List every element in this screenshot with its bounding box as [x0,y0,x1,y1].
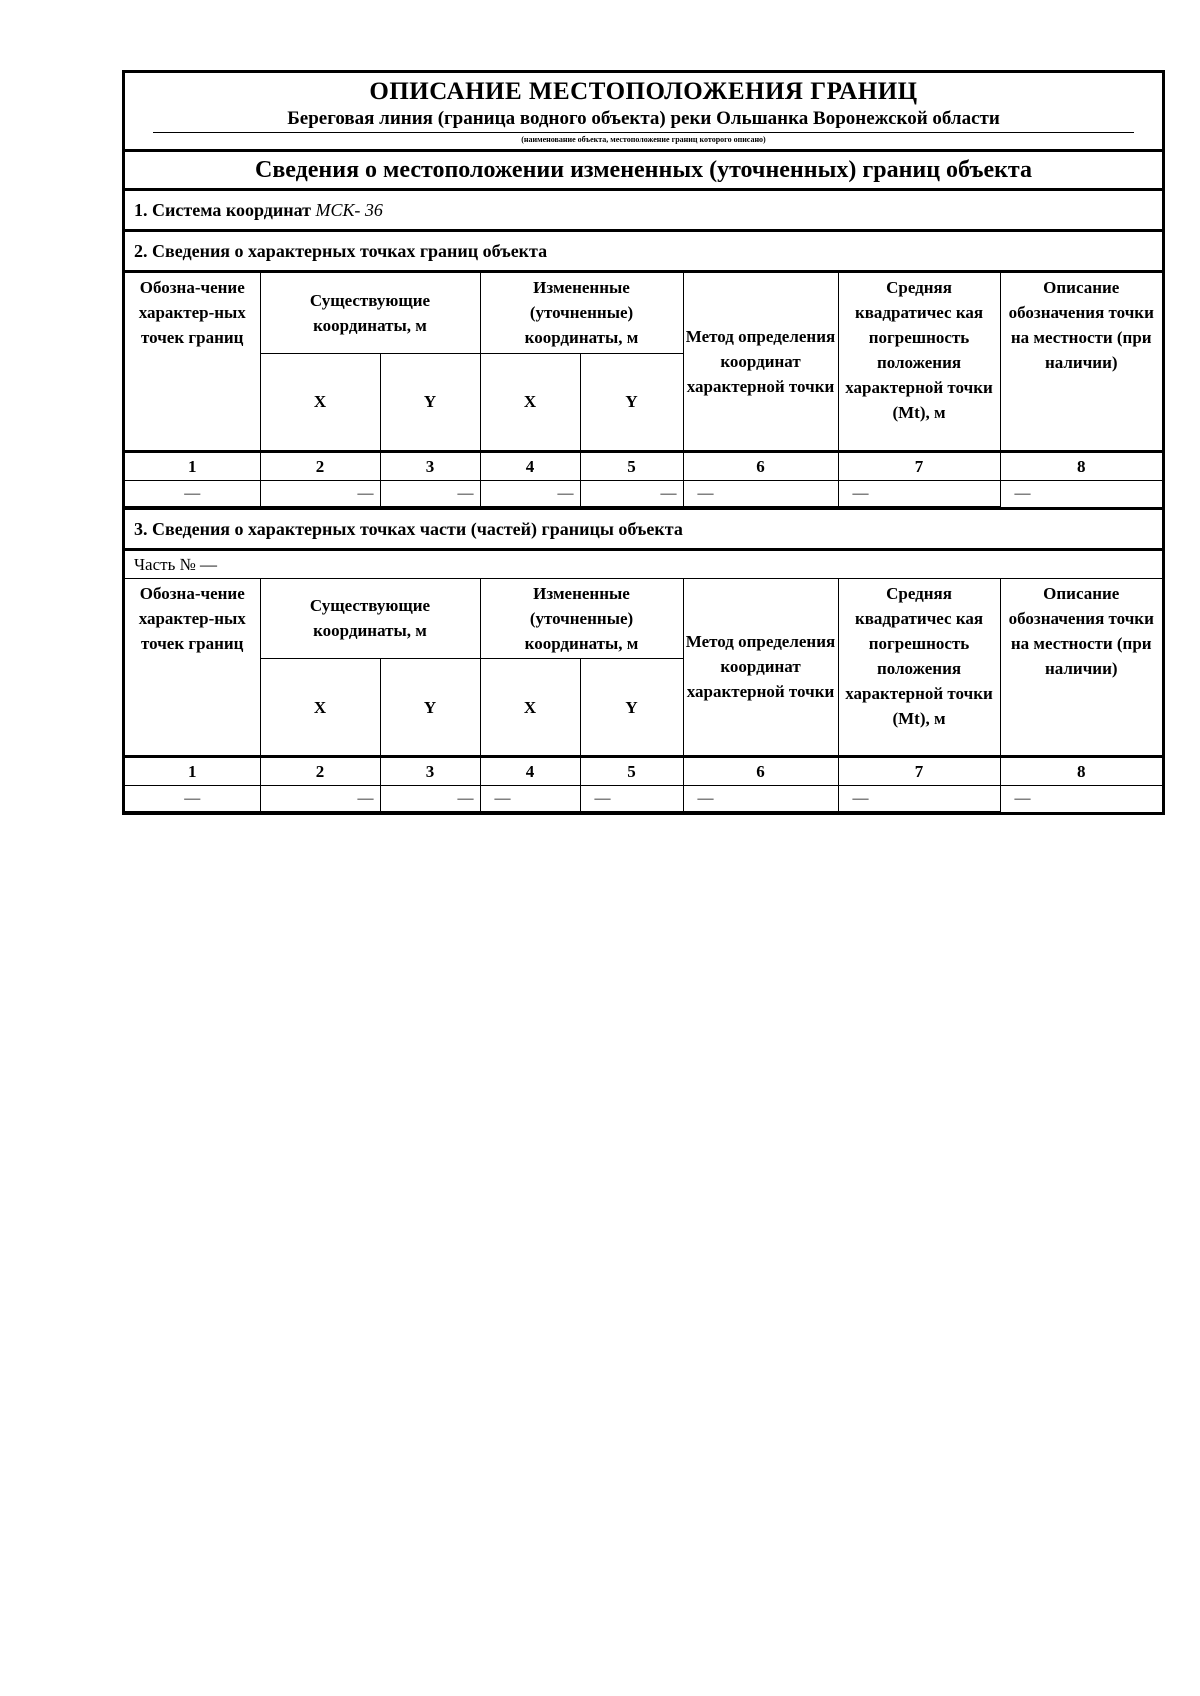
table-cell: — [380,786,480,812]
column-number: 1 [125,757,260,786]
header-x-existing: X [260,659,380,757]
header-point-designation: Обозна-чение характер-ных точек границ [125,579,260,757]
column-number: 7 [838,757,1000,786]
table-cell: — [125,480,260,506]
table-cell: — [1000,480,1162,506]
header-error: Средняя квадратичес кая погрешность положения характерной точки (Mt), м [838,579,1000,757]
column-number: 5 [580,451,683,480]
coordinate-system-row [122,188,1165,229]
document-title-block [122,70,1165,149]
column-number: 4 [480,757,580,786]
coordinate-system-label: 1. Система координат [134,200,316,220]
table-cell: — [683,786,838,812]
table-cell: — [260,480,380,506]
column-number: 6 [683,451,838,480]
header-description: Описание обозначения точки на местности (при наличии) [1000,579,1162,757]
column-number: 8 [1000,757,1162,786]
column-number: 1 [125,451,260,480]
section3-title-row [122,507,1165,548]
section2-table-box [122,270,1165,507]
column-number: 4 [480,451,580,480]
column-number: 2 [260,451,380,480]
coordinate-system-value: МСК- 36 [315,200,383,220]
column-number: 2 [260,757,380,786]
header-y-changed: Y [580,659,683,757]
header-x-existing: X [260,353,380,451]
header-y-existing: Y [380,353,480,451]
section-title: Сведения о местоположении измененных (уточненных) границ объекта [122,149,1165,188]
section3-points-table [125,579,1162,813]
header-method: Метод определения координат характерной точки [683,579,838,757]
table-cell: — [683,480,838,506]
section3-title: 3. Сведения о характерных точках части (частей) границы объекта [134,518,683,539]
column-number: 3 [380,451,480,480]
table-row [125,480,1162,506]
header-changed-coords: Измененные (уточненные) координаты, м [480,579,683,659]
section3-table-box [122,548,1165,816]
document-title: ОПИСАНИЕ МЕСТОПОЛОЖЕНИЯ ГРАНИЦ [369,78,918,105]
object-name: Береговая линия (граница водного объекта) реки Ольшанка Воронежской области [153,107,1134,133]
part-number-label: Часть № — [125,551,1162,579]
column-number: 3 [380,757,480,786]
header-existing-coords: Существующие координаты, м [260,579,480,659]
boundary-description-document [122,70,1165,815]
column-number: 6 [683,757,838,786]
table-cell: — [260,786,380,812]
object-name-caption: (наименование объекта, местоположение границ которого описано) [521,135,766,144]
header-method: Метод определения координат характерной точки [683,273,838,451]
table-cell: — [480,480,580,506]
header-error: Средняя квадратичес кая погрешность положения характерной точки (Mt), м [838,273,1000,451]
table-cell: — [125,786,260,812]
column-number: 8 [1000,451,1162,480]
header-point-designation: Обозна-чение характер-ных точек границ [125,273,260,451]
header-y-changed: Y [580,353,683,451]
header-existing-coords: Существующие координаты, м [260,273,480,353]
header-description: Описание обозначения точки на местности (при наличии) [1000,273,1162,451]
header-changed-coords: Измененные (уточненные) координаты, м [480,273,683,353]
table-cell: — [838,786,1000,812]
column-number: 5 [580,757,683,786]
table-cell: — [580,786,683,812]
table-cell: — [1000,786,1162,812]
section2-title: 2. Сведения о характерных точках границ объекта [134,241,548,261]
section2-title-row [122,229,1165,270]
header-x-changed: X [480,353,580,451]
table-row [125,786,1162,812]
column-number: 7 [838,451,1000,480]
section2-points-table [125,273,1162,507]
table-cell: — [838,480,1000,506]
table-cell: — [380,480,480,506]
header-x-changed: X [480,659,580,757]
table-cell: — [580,480,683,506]
table-cell: — [480,786,580,812]
header-y-existing: Y [380,659,480,757]
